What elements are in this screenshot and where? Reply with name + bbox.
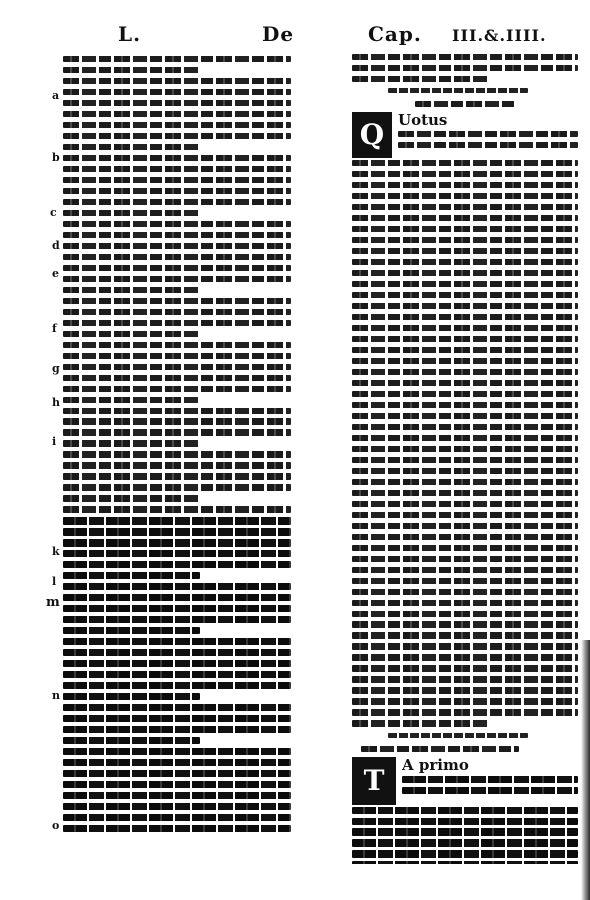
text-line <box>352 720 488 726</box>
text-line <box>352 512 578 518</box>
page-edge-shadow <box>581 640 590 900</box>
text-line <box>352 402 578 408</box>
text-line <box>402 776 578 783</box>
marginal-mark: f <box>52 322 57 335</box>
text-line <box>352 270 578 276</box>
text-line <box>63 704 291 711</box>
chapter-heading-line <box>388 88 528 93</box>
text-line <box>415 101 517 107</box>
text-line <box>63 364 291 370</box>
text-line <box>63 199 291 205</box>
text-line <box>398 142 578 148</box>
text-line <box>63 660 291 667</box>
marginal-mark: i <box>52 435 57 448</box>
text-line <box>63 726 291 733</box>
text-line <box>352 369 578 375</box>
text-line <box>352 621 578 627</box>
text-line <box>63 825 291 832</box>
text-line <box>352 391 578 397</box>
text-line <box>352 226 578 232</box>
text-line <box>352 237 578 243</box>
incipit-text: A primo <box>402 756 469 774</box>
text-line <box>63 133 291 139</box>
text-line <box>63 89 291 95</box>
text-line <box>352 479 578 485</box>
text-line <box>352 665 578 671</box>
text-line <box>352 204 578 210</box>
text-line <box>63 166 291 172</box>
text-line <box>352 643 578 649</box>
text-line <box>63 583 291 590</box>
opening-lines <box>402 757 578 805</box>
running-head-cap: Cap. <box>368 22 422 46</box>
text-line <box>352 160 578 166</box>
text-line <box>63 375 291 381</box>
text-line <box>352 850 578 857</box>
text-line <box>63 649 291 656</box>
text-line <box>63 342 291 348</box>
text-line <box>352 259 578 265</box>
text-line <box>63 155 291 161</box>
text-line <box>63 298 291 304</box>
text-line <box>63 188 291 194</box>
text-line <box>63 528 291 535</box>
marginal-mark: k <box>52 545 60 558</box>
text-line <box>63 517 291 524</box>
text-line <box>352 600 578 606</box>
text-line <box>63 759 291 766</box>
text-line <box>352 281 578 287</box>
marginal-mark: o <box>52 819 60 832</box>
text-line <box>352 303 578 309</box>
text-line <box>352 578 578 584</box>
text-line <box>352 501 578 507</box>
text-line <box>352 611 578 617</box>
text-line <box>352 698 578 704</box>
running-head-numeral: III.&.IIII. <box>452 26 547 45</box>
text-line <box>352 828 578 835</box>
text-line <box>63 627 200 634</box>
text-line <box>63 440 200 446</box>
text-line <box>63 221 291 227</box>
text-line <box>352 325 578 331</box>
marginal-mark: n <box>52 689 60 702</box>
running-head-word: De <box>262 22 295 46</box>
text-line <box>352 654 578 660</box>
text-line <box>352 545 578 551</box>
text-line <box>352 807 578 814</box>
text-line <box>63 429 291 435</box>
text-line <box>63 418 291 424</box>
text-line <box>352 632 578 638</box>
text-line <box>352 358 578 364</box>
text-line <box>352 54 578 60</box>
marginal-mark: d <box>52 239 60 252</box>
text-line <box>352 861 578 864</box>
text-line <box>352 380 578 386</box>
text-line <box>352 171 578 177</box>
text-line <box>63 594 291 601</box>
text-line <box>63 693 200 700</box>
text-line <box>63 748 291 755</box>
text-line <box>352 687 578 693</box>
text-line <box>63 506 291 512</box>
text-line <box>352 193 578 199</box>
opening-lines <box>398 112 578 158</box>
text-line <box>352 424 578 430</box>
running-head-folio: L. <box>118 22 142 46</box>
text-line <box>352 182 578 188</box>
text-line <box>63 67 200 73</box>
marginal-mark: b <box>52 151 60 164</box>
text-line <box>352 336 578 342</box>
incipit-text: Uotus <box>398 112 448 130</box>
text-line <box>63 276 291 282</box>
marginal-mark: a <box>52 89 60 102</box>
text-line <box>63 254 291 260</box>
text-line <box>63 320 291 326</box>
text-line <box>63 287 200 293</box>
text-line <box>63 682 291 689</box>
text-line <box>352 839 578 846</box>
text-line <box>352 413 578 419</box>
text-line <box>352 347 578 353</box>
text-line <box>63 462 291 468</box>
text-line <box>352 818 578 825</box>
text-line <box>352 589 578 595</box>
text-line <box>63 770 291 777</box>
text-line <box>63 715 291 722</box>
marginal-mark: c <box>50 206 57 219</box>
text-line <box>63 616 291 623</box>
section-opening-1 <box>352 112 578 158</box>
text-line <box>352 523 578 529</box>
text-line <box>63 232 291 238</box>
text-line <box>352 556 578 562</box>
text-line <box>63 484 291 490</box>
text-line <box>63 397 200 403</box>
text-line <box>63 78 291 84</box>
text-line <box>63 353 291 359</box>
left-text-column <box>63 56 291 862</box>
text-line <box>63 671 291 678</box>
text-line <box>63 473 291 479</box>
text-line <box>352 709 578 715</box>
text-line <box>63 803 291 810</box>
marginal-mark: l <box>52 575 57 588</box>
text-line <box>352 215 578 221</box>
text-line <box>352 314 578 320</box>
chapter-heading-line <box>388 733 528 738</box>
text-line <box>361 746 519 752</box>
text-line <box>63 814 291 821</box>
text-line <box>63 122 291 128</box>
text-line <box>352 435 578 441</box>
text-line <box>63 550 291 557</box>
marginal-mark: m <box>46 595 60 610</box>
text-line <box>352 468 578 474</box>
text-line <box>63 572 200 579</box>
text-line <box>63 331 200 337</box>
text-line <box>402 787 578 794</box>
text-line <box>63 638 291 645</box>
text-line <box>63 265 291 271</box>
section-opening-2 <box>352 757 578 805</box>
text-line <box>63 408 291 414</box>
text-line <box>352 65 578 71</box>
text-line <box>63 144 200 150</box>
text-line <box>63 605 291 612</box>
text-line <box>63 737 200 744</box>
text-line <box>352 446 578 452</box>
right-text-block-2 <box>352 807 578 864</box>
text-line <box>63 309 291 315</box>
text-line <box>63 539 291 546</box>
text-line <box>63 100 291 106</box>
text-line <box>352 534 578 540</box>
text-line <box>352 490 578 496</box>
text-line <box>63 792 291 799</box>
text-line <box>398 131 578 137</box>
text-line <box>63 210 200 216</box>
text-line <box>63 781 291 788</box>
text-line <box>63 386 291 392</box>
text-line <box>63 243 291 249</box>
text-line <box>352 248 578 254</box>
text-line <box>352 292 578 298</box>
text-line <box>63 561 291 568</box>
marginal-mark: e <box>52 267 59 280</box>
text-line <box>63 177 291 183</box>
text-line <box>352 457 578 463</box>
marginal-mark: g <box>52 362 60 375</box>
right-text-block-1 <box>352 160 578 726</box>
text-line <box>63 451 291 457</box>
text-line <box>352 76 488 82</box>
text-line <box>352 676 578 682</box>
text-line <box>63 56 291 62</box>
text-line <box>63 111 291 117</box>
right-text-column <box>352 54 578 864</box>
text-line <box>63 495 200 501</box>
decorated-initial: Q <box>352 112 392 158</box>
decorated-initial: T <box>352 757 396 805</box>
marginal-mark: h <box>52 396 60 409</box>
text-line <box>352 567 578 573</box>
